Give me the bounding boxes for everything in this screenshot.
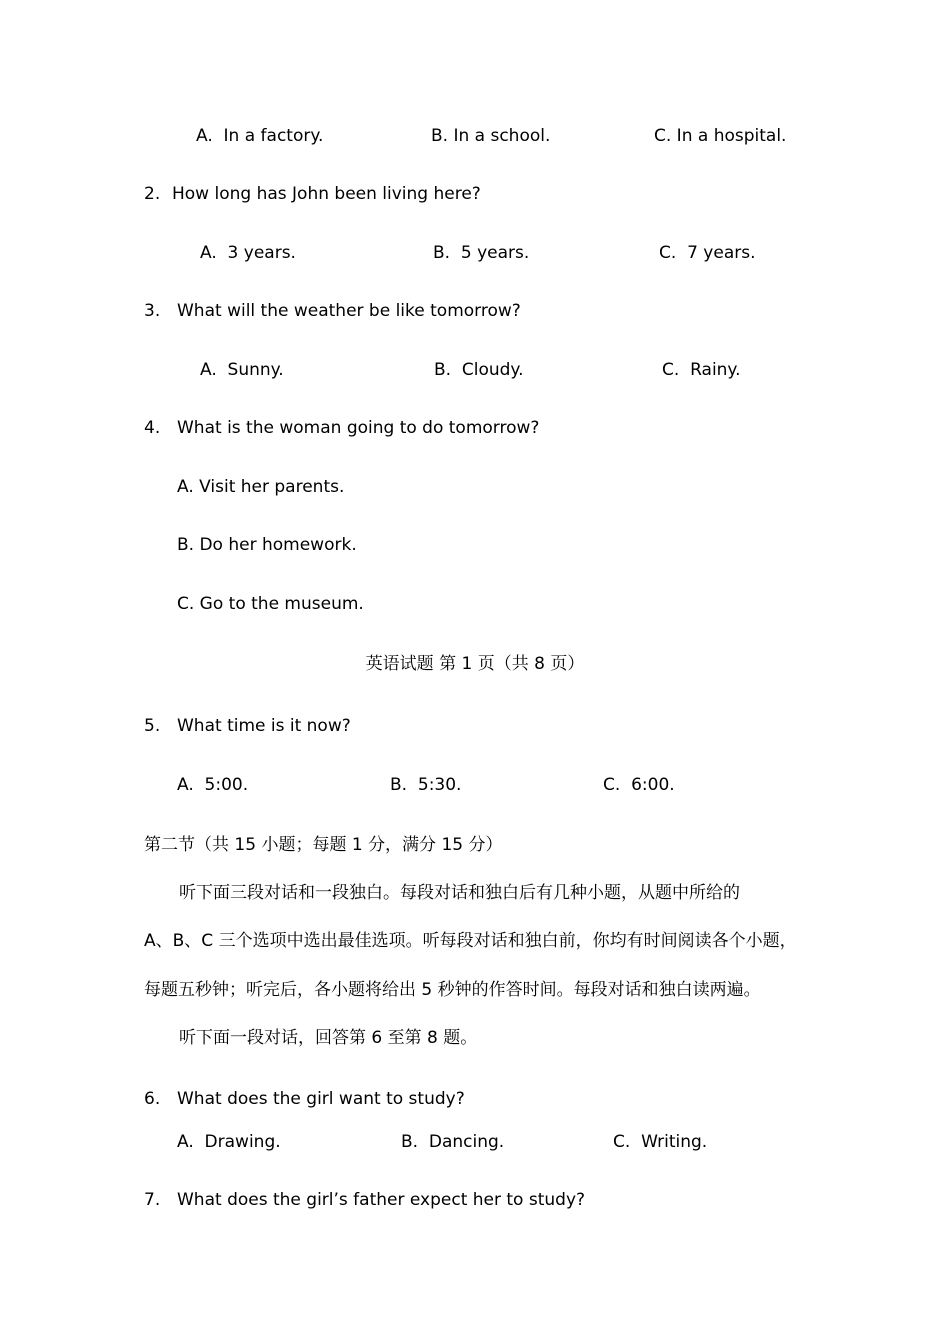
question-3-option-c: C. Rainy. bbox=[662, 360, 741, 380]
question-4-option-a: A. Visit her parents. bbox=[177, 477, 345, 497]
question-6-text: What does the girl want to study? bbox=[177, 1089, 465, 1109]
question-1-option-b: B. In a school. bbox=[431, 126, 551, 146]
question-6-option-c: C. Writing. bbox=[613, 1132, 708, 1152]
question-6-option-a: A. Drawing. bbox=[177, 1132, 281, 1152]
question-2-option-b: B. 5 years. bbox=[433, 243, 530, 263]
question-7-number: 7. bbox=[144, 1190, 161, 1210]
question-5-option-a: A. 5:00. bbox=[177, 775, 249, 795]
question-7-text: What does the girl’s father expect her to study? bbox=[177, 1190, 586, 1210]
question-4-number: 4. bbox=[144, 418, 161, 438]
question-3-text: What will the weather be like tomorrow? bbox=[177, 301, 521, 321]
question-3-option-b: B. Cloudy. bbox=[434, 360, 524, 380]
question-4-text: What is the woman going to do tomorrow? bbox=[177, 418, 540, 438]
question-1-option-c: C. In a hospital. bbox=[654, 126, 787, 146]
question-4-option-b: B. Do her homework. bbox=[177, 535, 357, 555]
question-5-option-b: B. 5:30. bbox=[390, 775, 462, 795]
section-2-instruction-line-3: 每题五秒钟；听完后，各小题将给出 5 秒钟的作答时间。每段对话和独白读两遍。 bbox=[144, 980, 761, 1000]
question-2-text: How long has John been living here? bbox=[172, 184, 481, 204]
question-5-number: 5. bbox=[144, 716, 161, 736]
section-2-instruction-line-2: A、B、C 三个选项中选出最佳选项。听每段对话和独白前，你均有时间阅读各个小题， bbox=[144, 931, 797, 951]
question-6-number: 6. bbox=[144, 1089, 161, 1109]
question-5-option-c: C. 6:00. bbox=[603, 775, 675, 795]
question-5-text: What time is it now? bbox=[177, 716, 351, 736]
section-2-sub-instruction: 听下面一段对话，回答第 6 至第 8 题。 bbox=[179, 1028, 478, 1048]
section-2-instruction-line-1: 听下面三段对话和一段独白。每段对话和独白后有几种小题，从题中所给的 bbox=[179, 883, 740, 903]
question-2-number: 2. bbox=[144, 184, 161, 204]
section-2-heading: 第二节（共 15 小题；每题 1 分，满分 15 分） bbox=[144, 835, 503, 855]
question-3-option-a: A. Sunny. bbox=[200, 360, 284, 380]
question-2-option-c: C. 7 years. bbox=[659, 243, 756, 263]
question-3-number: 3. bbox=[144, 301, 161, 321]
page-footer: 英语试题 第 1 页（共 8 页） bbox=[365, 654, 585, 674]
question-6-option-b: B. Dancing. bbox=[401, 1132, 505, 1152]
question-2-option-a: A. 3 years. bbox=[200, 243, 296, 263]
question-4-option-c: C. Go to the museum. bbox=[177, 594, 364, 614]
question-1-option-a: A. In a factory. bbox=[196, 126, 324, 146]
